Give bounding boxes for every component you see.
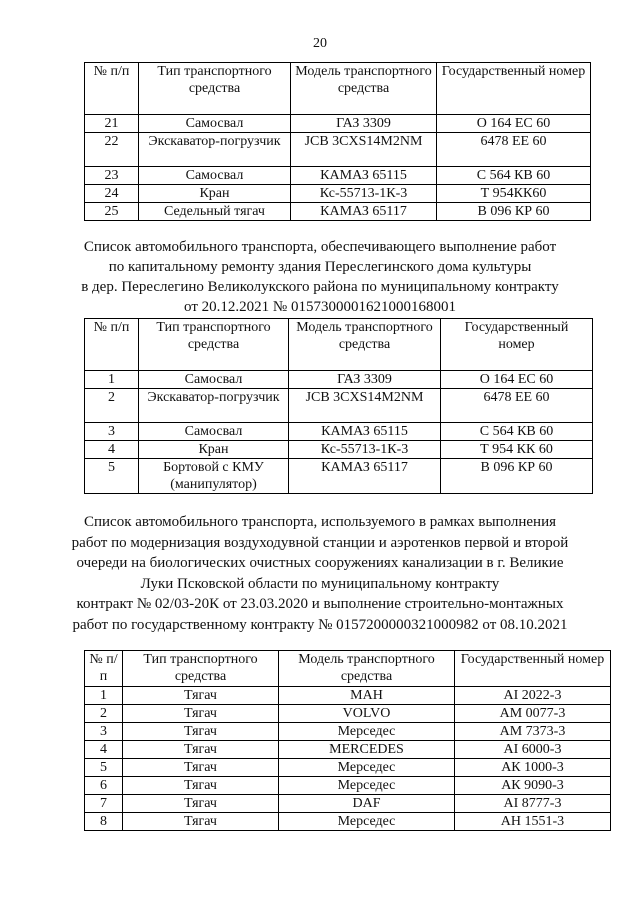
cell-number: 3 xyxy=(85,723,123,741)
cell-plate: АК 9090-3 xyxy=(455,777,611,795)
table-row xyxy=(85,115,591,133)
table-row xyxy=(85,167,591,185)
heading-line: работ по модернизация воздуходувной станции и аэротенков первой и второй xyxy=(71,534,569,551)
cell-model: КАМАЗ 65117 xyxy=(291,203,437,221)
cell-number: 5 xyxy=(85,759,123,777)
cell-number: 24 xyxy=(85,185,139,203)
heading-line: от 20.12.2021 № 0157300001621000168001 xyxy=(184,299,456,315)
heading-line: Список автомобильного транспорта, используемого в рамках выполнения xyxy=(83,514,557,530)
cell-number: 4 xyxy=(85,741,123,759)
cell-type: Кран xyxy=(139,185,291,203)
table-row xyxy=(85,133,591,167)
heading-line: очереди на биологических очистных сооружениях канализации в г. Великие xyxy=(76,555,564,571)
cell-plate: В 096 КР 60 xyxy=(437,203,591,221)
table-row xyxy=(85,723,611,741)
cell-model: DAF xyxy=(279,795,455,813)
cell-number: 3 xyxy=(85,423,139,441)
table-row xyxy=(85,371,593,389)
table-row xyxy=(85,687,611,705)
table-row xyxy=(85,185,591,203)
cell-type: Экскаватор-погрузчик xyxy=(139,133,291,167)
cell-number: 8 xyxy=(85,813,123,831)
cell-type: Тягач xyxy=(123,777,279,795)
column-header-plate: Государственный номер xyxy=(455,651,611,687)
cell-plate: АН 1551-3 xyxy=(455,813,611,831)
cell-number: 7 xyxy=(85,795,123,813)
heading-line: контракт № 02/03-20К от 23.03.2020 и выполнение строительно-монтажных xyxy=(76,596,564,612)
cell-model: КАМАЗ 65115 xyxy=(291,167,437,185)
cell-type: Тягач xyxy=(123,705,279,723)
vehicle-table-2 xyxy=(84,318,593,494)
column-header-type: Тип транспортного средства xyxy=(123,651,279,687)
column-header-plate: Государственный номер xyxy=(441,319,593,371)
heading-line: Список автомобильного транспорта, обеспечивающего выполнение работ xyxy=(83,239,557,255)
cell-type: Тягач xyxy=(123,723,279,741)
cell-type: Самосвал xyxy=(139,423,289,441)
cell-plate: АМ 7373-3 xyxy=(455,723,611,741)
column-header-plate: Государственный номер xyxy=(437,63,591,115)
cell-type: Самосвал xyxy=(139,115,291,133)
cell-plate: АI 2022-3 xyxy=(455,687,611,705)
vehicle-table-1 xyxy=(84,62,591,221)
cell-plate: С 564 КВ 60 xyxy=(437,167,591,185)
table-row xyxy=(85,423,593,441)
cell-plate: АI 8777-3 xyxy=(455,795,611,813)
table-row xyxy=(85,203,591,221)
cell-plate: О 164 ЕС 60 xyxy=(441,371,593,389)
cell-model: ГАЗ 3309 xyxy=(291,115,437,133)
cell-plate: 6478 ЕЕ 60 xyxy=(437,133,591,167)
cell-model: КАМАЗ 65115 xyxy=(289,423,441,441)
table-row xyxy=(85,459,593,494)
cell-type: Самосвал xyxy=(139,167,291,185)
column-header-model: Модель транспортного средства xyxy=(289,319,441,371)
cell-plate: АI 6000-3 xyxy=(455,741,611,759)
column-header-model: Модель транспортного средства xyxy=(291,63,437,115)
column-header-number: № п/п xyxy=(85,63,139,115)
cell-type: Кран xyxy=(139,441,289,459)
heading-line: по капитальному ремонту здания Переслегинского дома культуры xyxy=(108,259,532,275)
cell-number: 23 xyxy=(85,167,139,185)
cell-type: Седельный тягач xyxy=(139,203,291,221)
cell-plate: 6478 ЕЕ 60 xyxy=(441,389,593,423)
cell-model: JCB 3CXS14M2NM xyxy=(291,133,437,167)
cell-model: Кс-55713-1К-3 xyxy=(289,441,441,459)
cell-model: JCB 3CXS14M2NM xyxy=(289,389,441,423)
cell-number: 2 xyxy=(85,389,139,423)
section-heading-2 xyxy=(0,237,640,317)
cell-number: 2 xyxy=(85,705,123,723)
cell-plate: О 164 ЕС 60 xyxy=(437,115,591,133)
section-heading-3 xyxy=(0,512,640,635)
cell-plate: С 564 КВ 60 xyxy=(441,423,593,441)
cell-model: MERCEDES xyxy=(279,741,455,759)
cell-type: Тягач xyxy=(123,741,279,759)
cell-type: Экскаватор-погрузчик xyxy=(139,389,289,423)
cell-plate: АК 1000-3 xyxy=(455,759,611,777)
table-row xyxy=(85,741,611,759)
cell-type: Самосвал xyxy=(139,371,289,389)
page-number: 20 xyxy=(313,36,327,51)
table-header-row xyxy=(85,651,611,687)
table-row xyxy=(85,777,611,795)
table-row xyxy=(85,705,611,723)
cell-number: 22 xyxy=(85,133,139,167)
cell-number: 1 xyxy=(85,687,123,705)
cell-model: МАН xyxy=(279,687,455,705)
cell-type: Бортовой с КМУ (манипулятор) xyxy=(139,459,289,494)
cell-number: 4 xyxy=(85,441,139,459)
cell-number: 25 xyxy=(85,203,139,221)
cell-type: Тягач xyxy=(123,759,279,777)
table-row xyxy=(85,813,611,831)
column-header-type: Тип транспортного средства xyxy=(139,63,291,115)
cell-number: 5 xyxy=(85,459,139,494)
table-row xyxy=(85,795,611,813)
cell-number: 1 xyxy=(85,371,139,389)
cell-model: КАМАЗ 65117 xyxy=(289,459,441,494)
cell-type: Тягач xyxy=(123,795,279,813)
table-row xyxy=(85,441,593,459)
table-row xyxy=(85,759,611,777)
heading-line: работ по государственному контракту № 0157200000321000982 от 08.10.2021 xyxy=(72,616,568,633)
cell-plate: Т 954 КК 60 xyxy=(441,441,593,459)
column-header-type: Тип транспортного средства xyxy=(139,319,289,371)
cell-type: Тягач xyxy=(123,687,279,705)
table-header-row xyxy=(85,63,591,115)
table-header-row xyxy=(85,319,593,371)
cell-model: Мерседес xyxy=(279,777,455,795)
cell-model: Мерседес xyxy=(279,813,455,831)
cell-model: Мерседес xyxy=(279,723,455,741)
column-header-number: № п/п xyxy=(85,651,123,687)
cell-plate: Т 954КК60 xyxy=(437,185,591,203)
cell-model: ГАЗ 3309 xyxy=(289,371,441,389)
column-header-model: Модель транспортного средства xyxy=(279,651,455,687)
cell-number: 21 xyxy=(85,115,139,133)
heading-line: в дер. Переслегино Великолукского района по муниципальному контракту xyxy=(81,279,559,295)
cell-number: 6 xyxy=(85,777,123,795)
cell-model: VOLVO xyxy=(279,705,455,723)
vehicle-table-3 xyxy=(84,650,611,831)
cell-plate: В 096 КР 60 xyxy=(441,459,593,494)
cell-type: Тягач xyxy=(123,813,279,831)
column-header-number: № п/п xyxy=(85,319,139,371)
cell-model: Мерседес xyxy=(279,759,455,777)
table-row xyxy=(85,389,593,423)
cell-model: Кс-55713-1К-3 xyxy=(291,185,437,203)
heading-line: Луки Псковской области по муниципальному контракту xyxy=(140,575,500,592)
cell-plate: AM 0077-3 xyxy=(455,705,611,723)
